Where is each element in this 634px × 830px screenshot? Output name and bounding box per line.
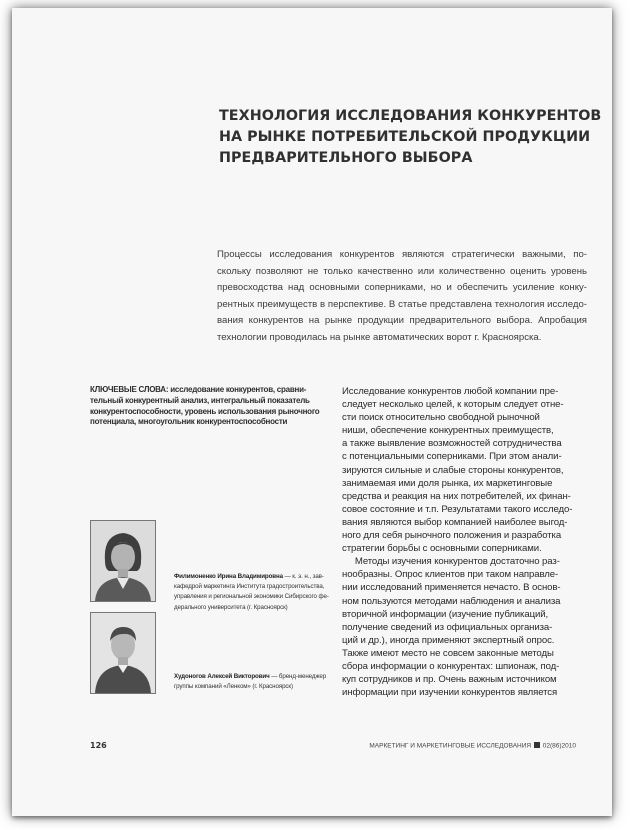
author-photo (90, 520, 156, 602)
keywords-line: потенциала, многоугольник конкурентоспособности (90, 417, 288, 427)
body-line: вторичной информации (изучение публикаций, (342, 608, 549, 620)
journal-footer (369, 742, 576, 750)
abstract-line: превосходства над основными соперниками, но и обеспечить усиление конку- (217, 282, 587, 293)
body-line: нии исследований применяется нечасто. В основ- (342, 582, 561, 594)
body-line: куп сотрудников и пр. Очень важным источником (342, 674, 557, 686)
body-line: Методы изучения конкурентов достаточно раз- (342, 556, 560, 568)
page-number: 126 (90, 741, 107, 750)
title-line: ТЕХНОЛОГИЯ ИССЛЕДОВАНИЯ КОНКУРЕНТОВ (219, 108, 602, 124)
body-line: совое состояние и т.п. Результатами такого исследо- (342, 503, 573, 515)
body-line: нообразны. Опрос клиентов при таком направле- (342, 569, 559, 581)
body-line: а также выявление возможностей сотрудничества (342, 438, 562, 450)
article-body (342, 385, 594, 699)
author-affiliation: — бренд-менеджер (269, 673, 327, 680)
body-line: получение сведений из официальных организа- (342, 621, 553, 633)
keywords (90, 385, 330, 428)
body-line: Исследование конкурентов любой компании пре- (342, 386, 559, 397)
body-line: ном пользуются методами наблюдения и анализа (342, 595, 561, 607)
title-line: ПРЕДВАРИТЕЛЬНОГО ВЫБОРА (219, 150, 473, 166)
article-title (219, 106, 602, 169)
square-bullet-icon (534, 742, 540, 748)
journal-name: МАРКЕТИНГ И МАРКЕТИНГОВЫЕ ИССЛЕДОВАНИЯ (369, 742, 532, 750)
journal-issue: 02(86)2010 (542, 742, 576, 750)
body-line: с потенциальными соперниками. При этом анали- (342, 451, 562, 463)
body-line: ного для себя рыночного положения и разработка (342, 530, 562, 542)
title-line: НА РЫНКЕ ПОТРЕБИТЕЛЬСКОЙ ПРОДУКЦИИ (219, 129, 591, 145)
body-line: ций и др.), иногда применяют экспертный опрос. (342, 634, 555, 646)
abstract-line: рентных преимуществ в перспективе. В статье представлена технология исследо- (217, 298, 587, 310)
body-line: вания являются выбор компанией наиболее выгод- (342, 516, 568, 528)
author-affiliation: управления и региональной экономики Сибирского фе- (174, 593, 329, 601)
portrait-man-image (91, 613, 155, 693)
author-affiliation: кафедрой маркетинга Института градостроительства, (174, 583, 325, 591)
body-line: следует несколько целей, к которым следует отне- (342, 399, 564, 411)
author-name: Филимоненко Ирина Владимировна (174, 573, 283, 580)
abstract-line: скольку позволяют не только качественно или количественно оценить уровень (217, 265, 587, 277)
abstract-line: вания конкурентов на рынке продукции предварительного выбора. Апробация (217, 315, 587, 326)
body-line: зируются сильные и слабые стороны конкурентов, (342, 464, 564, 476)
author-affiliation: группы компаний «Ленком» (г. Красноярск) (174, 683, 293, 691)
keywords-line: КЛЮЧЕВЫЕ СЛОВА: исследование конкурентов, сравни- (90, 385, 307, 394)
author-name: Худоногов Алексей Викторович (174, 673, 270, 680)
author-info (174, 672, 344, 692)
body-line: стратегии борьбы с основными соперниками. (342, 543, 542, 555)
body-line: ниши, обеспечение конкурентных преимуществ, (342, 425, 554, 437)
author-affiliation: дерального университета (г. Красноярск) (174, 603, 288, 611)
body-line: занимаемая ими доля рынка, их маркетинговые (342, 477, 553, 489)
journal-page (12, 8, 612, 816)
portrait-woman-image (91, 521, 155, 601)
author-photo (90, 612, 156, 694)
body-line: информации при изучении конкурентов является (342, 687, 558, 699)
keywords-line: тельный конкурентный анализ, интегральный показатель (90, 395, 310, 405)
body-line: средства и реакция на них потребителей, их финан- (342, 490, 571, 502)
author-info (174, 572, 344, 613)
abstract-line: Процессы исследования конкурентов являются стратегически важными, по- (217, 249, 587, 260)
abstract-line: технологии проводилась на рынке автоматических ворот г. Красноярска. (217, 331, 542, 343)
body-line: Также имеют место не совсем законные методы (342, 647, 554, 659)
abstract (217, 247, 587, 346)
body-line: сти поиск относительно свободной рыночной (342, 412, 540, 424)
keywords-line: конкурентоспособности, уровень использования рыночного (90, 406, 320, 416)
body-line: сбора информации о конкурентах: шпионаж, под- (342, 660, 560, 672)
author-affiliation: — к. э. н., зав- (282, 573, 324, 580)
